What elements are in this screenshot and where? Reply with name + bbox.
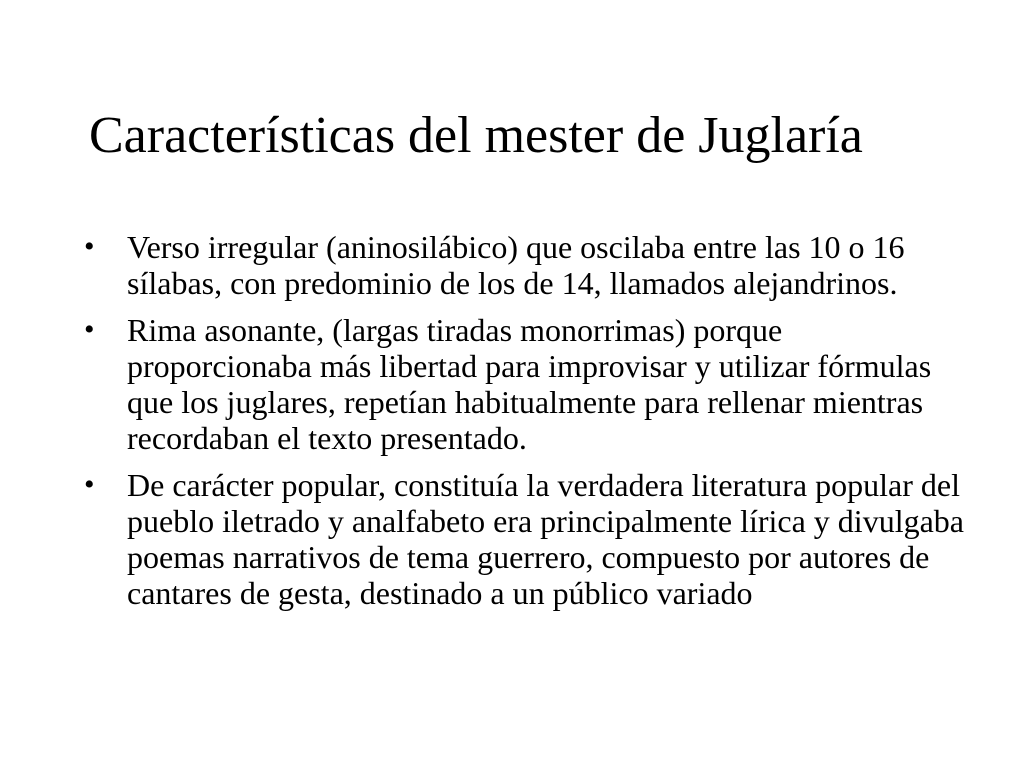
bullet-item [84, 312, 964, 456]
bullet-item [84, 229, 964, 301]
bullet-text: Rima asonante, (largas tiradas monorrimas) porque proporcionaba más libertad para improvisar y utilizar fórmulas que los juglares, repetían habitualmente para rellenar mientras recordaban el texto presentado. [127, 312, 932, 456]
bullet-item [84, 467, 964, 611]
bullet-icon: • [84, 230, 95, 263]
bullet-icon: • [84, 313, 95, 346]
slide-title: Características del mester de Juglaría [89, 107, 863, 164]
bullet-list [84, 229, 964, 622]
bullet-text: De carácter popular, constituía la verdadera literatura popular del pueblo iletrado y analfabeto era principalmente lírica y divulgaba poemas narrativos de tema guerrero, compuesto por autores de cantares de gesta, destinado a un público variado [127, 467, 964, 611]
bullet-text: Verso irregular (aninosilábico) que oscilaba entre las 10 o 16 sílabas, con predominio de los de 14, llamados alejandrinos. [127, 229, 905, 301]
bullet-icon: • [84, 468, 95, 501]
